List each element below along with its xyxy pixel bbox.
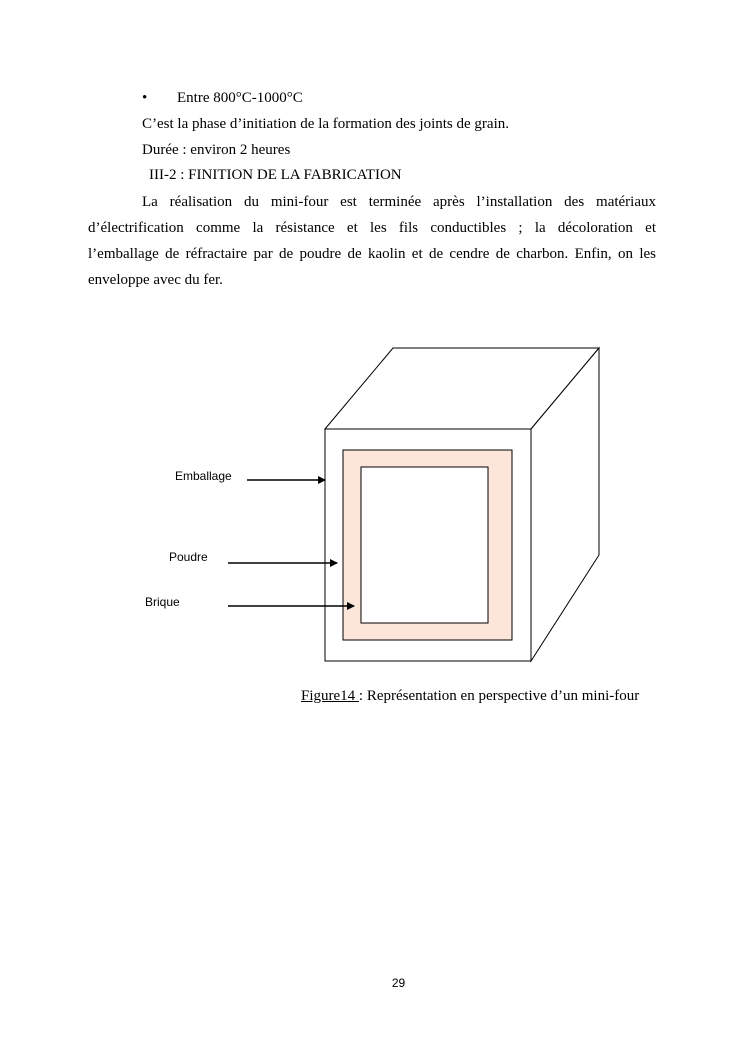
phase-line: C’est la phase d’initiation de la formation des joints de grain.	[142, 116, 509, 132]
label-poudre: Poudre	[169, 550, 208, 564]
label-emballage: Emballage	[175, 469, 232, 483]
figure-caption	[301, 687, 639, 705]
figure-caption-text: : Représentation en perspective d’un mini-four	[358, 688, 640, 704]
paragraph-line-2: d’électrification comme la résistance et les fils conductibles ; la décoloration et	[88, 220, 656, 236]
section-heading: III-2 : FINITION DE LA FABRICATION	[149, 167, 402, 183]
bullet-symbol: •	[142, 90, 148, 106]
paragraph-line-1: La réalisation du mini-four est terminée après l’installation des matériaux	[142, 194, 656, 210]
duration-line: Durée : environ 2 heures	[142, 142, 291, 158]
label-brique: Brique	[145, 595, 180, 609]
bullet-text: Entre 800°C-1000°C	[177, 90, 303, 106]
paragraph-line-4: enveloppe avec du fer.	[88, 272, 223, 288]
paragraph-line-3: l’emballage de réfractaire par de poudre de kaolin et de cendre de charbon. Enfin, on les	[88, 246, 656, 262]
page-number: 29	[391, 976, 406, 990]
figure-number: Figure14	[301, 688, 359, 704]
brique-chamber	[361, 467, 488, 623]
